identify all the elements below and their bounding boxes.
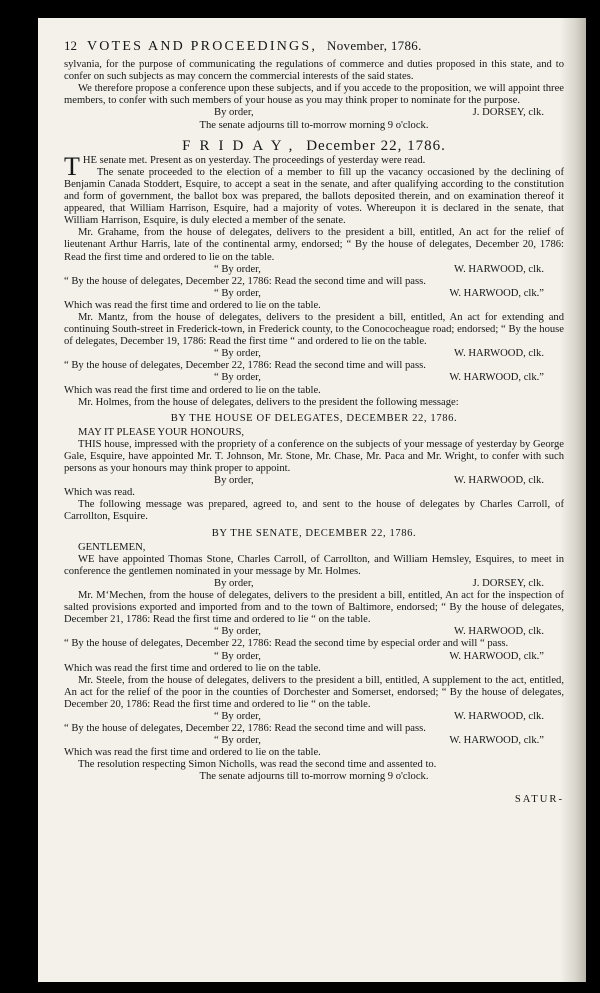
signature-line: [64, 475, 564, 487]
page-text: [64, 40, 564, 806]
signature-clerk: W. HARWOOD, clk.: [454, 710, 544, 722]
signature-clerk: W. HARWOOD, clk.”: [449, 287, 544, 299]
day-weekday: FRIDAY,: [182, 137, 302, 154]
grahame-paragraph: Mr. Grahame, from the house of delegates, delivers to the president a bill, entitled, An act for the relief of lieutenant Arthur Harris, late of the continental army, endorsed; “ By the house of delegates, December 20, 1786: Read the first time and ordered to lie on the table.: [64, 227, 564, 263]
endorsement-line: “ By the house of delegates, December 22, 1786: Read the second time by especial order and will “ pass.: [64, 638, 509, 650]
continuation-paragraph: sylvania, for the purpose of communicating the regulations of commerce and duties proposed in this state, and to confer on such subjects as may concern the commercial interests of the said states.: [64, 59, 564, 83]
running-head: [64, 40, 564, 53]
holmes-paragraph: Mr. Holmes, from the house of delegates, delivers to the president the following message:: [78, 396, 459, 408]
signature-line: [64, 711, 564, 723]
signature-by-order: “ By order,: [214, 287, 261, 299]
resolution-line: The resolution respecting Simon Nicholls, was read the second time and assented to.: [78, 759, 437, 771]
signature-by-order: By order,: [214, 475, 254, 487]
signature-clerk: W. HARWOOD, clk.: [454, 263, 544, 275]
mmechen-paragraph: Mr. M‘Mechen, from the house of delegates, delivers to the president a bill, entitled, An act for the inspection of salted provisions exported and imported from and to the town of Baltimore, endorsed; “ By the house of delegates, December 21, 1786: Read the first time and ordered to lie “ on the table.: [64, 590, 564, 626]
day-heading: [64, 137, 564, 154]
read-line: Which was read.: [64, 487, 135, 499]
signature-by-order: By order,: [214, 577, 254, 589]
day-date: December 22, 1786.: [306, 137, 446, 154]
adjournment-line: The senate adjourns till to-morrow morning 9 o'clock.: [199, 771, 429, 783]
signature-line: [64, 348, 564, 360]
signature-clerk: W. HARWOOD, clk.”: [449, 650, 544, 662]
signature-line: [64, 372, 564, 384]
signature-by-order: By order,: [214, 107, 254, 119]
mantz-paragraph: Mr. Mantz, from the house of delegates, delivers to the president a bill, entitled, An act for extending and continuing South-street in Frederick-town, in Frederick county, to the Conococheague road; endorsed; “ By the house of delegates, December 19, 1786: Read the first time “ and ordered to lie on the table.: [64, 311, 564, 348]
signature-line: [64, 107, 564, 119]
gentlemen-salutation: GENTLEMEN,: [78, 541, 146, 553]
signature-clerk: W. HARWOOD, clk.: [454, 348, 544, 360]
signature-by-order: “ By order,: [214, 372, 261, 384]
read-line: Which was read the first time and ordered to lie on the table.: [64, 747, 321, 759]
endorsement-line: “ By the house of delegates, December 22, 1786: Read the second time and will pass.: [64, 360, 426, 372]
signature-clerk: J. DORSEY, clk.: [472, 107, 544, 119]
running-date: November, 1786.: [327, 38, 422, 53]
signature-clerk: W. HARWOOD, clk.”: [449, 735, 544, 747]
signature-by-order: “ By order,: [214, 650, 261, 662]
read-line: Which was read the first time and ordered to lie on the table.: [64, 384, 321, 396]
signature-by-order: “ By order,: [214, 626, 261, 638]
senate-heading: BY THE SENATE, DECEMBER 22, 1786.: [211, 527, 417, 539]
signature-line: [64, 626, 564, 638]
prepared-paragraph: The following message was prepared, agreed to, and sent to the house of delegates by Charles Carroll, of Carrollton, Esquire.: [64, 499, 564, 523]
document-page: [38, 18, 586, 982]
signature-by-order: “ By order,: [214, 710, 261, 722]
catchword: SATUR-: [514, 793, 564, 805]
running-title: VOTES AND PROCEEDINGS,: [87, 39, 318, 54]
page-number: 12: [64, 38, 77, 53]
signature-by-order: “ By order,: [214, 263, 261, 275]
signature-line: [64, 735, 564, 747]
signature-line: [64, 651, 564, 663]
signature-clerk: W. HARWOOD, clk.: [454, 475, 544, 487]
signature-line: [64, 264, 564, 276]
house-message-paragraph: THIS house, impressed with the propriety of a conference on the subjects of your message of yesterday by George Gale, Esquire, have appointed Mr. T. Johnson, Mr. Stone, Mr. Chase, Mr. Paca and Mr. Wright, to confer with such persons as your honours may think proper to appoint.: [64, 438, 564, 475]
election-paragraph: The senate proceeded to the election of a member to fill up the vacancy occasioned by the declining of Benjamin Canada Stoddert, Esquire, to accept a seat in the senate, and after qualifying according to the constitution and form of government, the ballot box was prepared, the ballots deposited therein, and on examination thereof it appeared, that William Harrison, Esquire, had a majority of votes. Whereupon it is declared in the senate, that William Harrison, Esquire, is duly elected a member of the senate.: [64, 166, 564, 227]
signature-clerk: W. HARWOOD, clk.: [454, 626, 544, 638]
steele-paragraph: Mr. Steele, from the house of delegates, delivers to the president a bill, entitled, A supplement to the act, entitled, An act for the relief of the poor in the counties of Dorchester and Somerset, endorsed; “ By the house of delegates, December 20, 1786: Read the first time and ordered to lie “ on the table.: [64, 674, 564, 710]
adjournment-line: The senate adjourns till to-morrow morning 9 o'clock.: [199, 119, 429, 131]
endorsement-line: “ By the house of delegates, December 22, 1786: Read the second time and will pass.: [64, 723, 426, 735]
opening-text: HE senate met. Present as on yesterday. The proceedings of yesterday were read.: [82, 154, 426, 166]
proposal-paragraph: We therefore propose a conference upon these subjects, and if you accede to the proposition, we will appoint three members, to confer with such members of your house as you may think proper to nominate for the purpose.: [64, 83, 564, 107]
signature-by-order: “ By order,: [214, 348, 261, 360]
opening-paragraph: [64, 151, 564, 181]
salutation: MAY IT PLEASE YOUR HONOURS,: [78, 426, 245, 438]
signature-line: [64, 288, 564, 300]
endorsement-line: “ By the house of delegates, December 22, 1786: Read the second time and will pass.: [64, 275, 426, 287]
signature-clerk: J. DORSEY, clk.: [472, 577, 544, 589]
signature-by-order: “ By order,: [214, 735, 261, 747]
house-of-delegates-heading: BY THE HOUSE OF DELEGATES, DECEMBER 22, 1786.: [170, 412, 458, 424]
drop-cap: T: [64, 151, 80, 181]
senate-message-paragraph: WE have appointed Thomas Stone, Charles Carroll, of Carrollton, and William Hemsley, Esquires, to meet in conference the gentlemen nominated in your message by Mr. Holmes.: [64, 553, 564, 577]
read-line: Which was read the first time and ordered to lie on the table.: [64, 299, 321, 311]
read-line: Which was read the first time and ordered to lie on the table.: [64, 662, 321, 674]
signature-clerk: W. HARWOOD, clk.”: [449, 372, 544, 384]
signature-line: [64, 578, 564, 590]
